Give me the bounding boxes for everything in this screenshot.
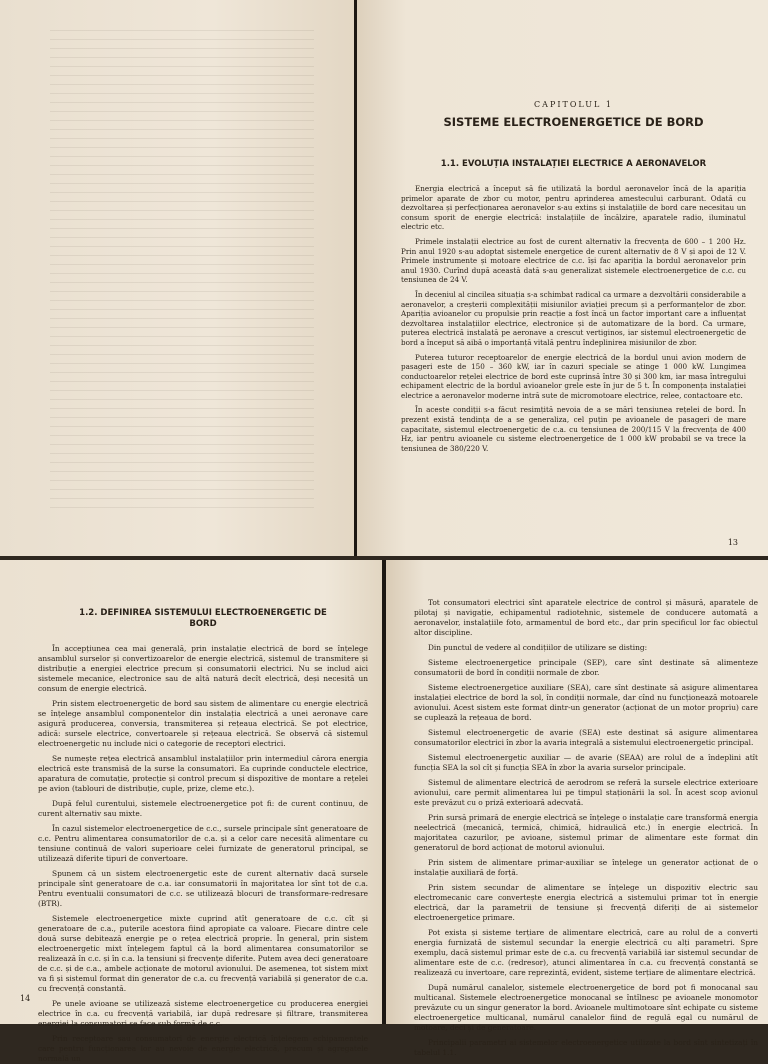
paragraph: Prin receptoare sau consumatori de energie electrică înțelegem echipamentele care pentru funcționarea lor au nevoie de energie electrică, precum și agregatele normală un bbox=[38, 1034, 368, 1063]
paragraph: Prin sursă primară de energie electrică se înțelege o instalație care transformă energia neelectrică (mecanică, termică, chimică, hidraulică etc.) în energie electrică. În majoritatea cazurilor, pe avioane, sistemul primar de alimentare este format din generatorul de bord acționat de motorul avionului. bbox=[414, 813, 758, 852]
paragraph: Primele instalații electrice au fost de curent alternativ la frecvența de 600 – 1 200 Hz. Prin anul 1920 s-au adoptat sistemele energetice de curent alternativ de 8 V și apoi de 12 V. Primele instrumente și motoare electrice de c.c. își fac apariția la bordul aeronavelor prin anul 1930. Curînd după această dată s-au generalizat sistemele electroenergetice de c.c. cu tensiunea de 24 V. bbox=[401, 236, 746, 285]
paragraph: În accepțiunea cea mai generală, prin instalație electrică de bord se înțelege ansamblul surselor și convertizoarelor de energie electrică, sistemul de transmitere și distribuție a energiei electrice precum și consumatorii electrici. Nu se includ aici sistemele mecanice, electronice sau de altă natură decît electrică, deși necesită un consum de energie electrică. bbox=[38, 644, 368, 693]
paragraph: Sisteme electroenergetice auxiliare (SEA), care sînt destinate să asigure alimentarea instalației electrice de bord la sol, în condiții normale, dar cînd nu funcționează motoarele avionului. Acest sistem este format dintr-un generator (acționat de un motor propriu) care se cuplează la rețeaua de bord. bbox=[414, 683, 758, 722]
paragraph: Sistemele electroenergetice mixte cuprind atît generatoare de c.c. cît și generatoare de c.a., puterile acestora fiind apropiate ca valoare. Fiecare dintre cele două surse debitează energie pe o rețea electrică proprie. În general, prin sistem electroenergetic mixt înțelegem faptul că la bord alimentarea consumatorilor se realizează în c.c. și în c.a. la tensiuni și frecvențe diferite. Putem avea deci generatoare de c.c. și de c.a., ambele acționate de motorul avionului. De asemenea, tot sistem mixt va fi și sistemul format din generator de c.a. cu frecvență variabilă și generator de c.a. cu frecvență constantă. bbox=[38, 914, 368, 993]
page-15 bbox=[386, 560, 768, 1057]
paragraph: Pot exista și sisteme terțiare de alimentare electrică, care au rolul de a converti energia furnizată de sistemul secundar la energie electrică cu alți parametri. Spre exemplu, dacă sistemul primar este de c.a. cu frecvență variabilă iar sistemul secundar de alimentare este de c.c. (redresor), atunci alimentarea în c.a. cu frecvență constantă se realizează cu invertoare, care reprezintă, evident, sisteme terțiare de alimentare electrică. bbox=[414, 928, 758, 977]
section-title-1-1: 1.1. EVOLUȚIA INSTALAȚIEI ELECTRICE A AERONAVELOR bbox=[440, 159, 707, 169]
paragraph: În aceste condiții s-a făcut resimțită nevoia de a se mări tensiunea rețelei de bord. În prezent există tendința de a se generaliza, cel puțin pe avioanele de pasageri de mare capacitate, sistemul electroenergetic de c.a. cu tensiunea de 200/115 V la frecvența de 400 Hz, iar pentru avioanele cu sisteme electroenergetice de 1 000 kW probabil se va trece la tensiunea de 380/220 V. bbox=[401, 405, 746, 453]
page-14 bbox=[0, 560, 382, 1063]
paragraph: După felul curentului, sistemele electroenergetice pot fi: de curent continuu, de curent alternativ sau mixte. bbox=[38, 799, 368, 818]
section-title-1-2: 1.2. DEFINIREA SISTEMULUI ELECTROENERGETIC DE BORD bbox=[79, 608, 327, 629]
paragraph: Tot consumatori electrici sînt aparatele electrice de control și măsură, aparatele de pilotaj și navigație, echipamentul radiotehnic, sistemele de conducere automată a aeronavelor, instalațiile foto, armamentul de bord etc., dar prin specificul lor fac obiectul altor discipline. bbox=[414, 598, 758, 637]
paragraph: Sistemul electroenergetic de avarie (SEA) este destinat să asigure alimentarea consumatorilor electrici în zbor la avaria integrală a sistemului electroenergetic principal. bbox=[414, 728, 758, 747]
page-13 bbox=[357, 0, 768, 556]
paragraph: Principalii parametri ai sistemelor electroenergetice utilizate la bord sînt sintetizați în tabelul 1.1. bbox=[414, 1038, 758, 1057]
paragraph: Pe unele avioane se utilizează sisteme electroenergetice cu producerea energiei electrice în c.a. cu frecvență variabilă, iar după redresare și filtrare, transmiterea energiei la consumatori se face sub formă de c.c. bbox=[38, 999, 368, 1028]
paragraph: Prin sistem secundar de alimentare se înțelege un dispozitiv electric sau electromecanic care convertește energia electrică a sistemului primar tot în energie electrică, dar la parametrii de tensiune și frecvență diferiți de ai sistemelor electroenergetice primare. bbox=[414, 883, 758, 922]
paragraph: Puterea tuturor receptoarelor de energie electrică de la bordul unui avion modern de pasageri este de 150 – 360 kW, iar în cazuri speciale se atinge 1 000 kW. Lungimea conductoarelor rețelei electrice de bord este cuprinsă între 30 și 300 km, iar masa întregului echipament electric de la bordul avioanelor grele este în jur de 5 t. În componența instalației electrice a aeronavelor moderne intră sute de micromotoare electrice, relee, contactoare etc. bbox=[401, 352, 746, 400]
blank-left-page bbox=[0, 0, 354, 556]
paragraph: Din punctul de vedere al condițiilor de utilizare se disting: bbox=[428, 643, 648, 652]
page-number: 14 bbox=[20, 994, 31, 1003]
chapter-title: SISTEME ELECTROENERGETICE DE BORD bbox=[443, 115, 704, 129]
paragraph: Energia electrică a început să fie utilizată la bordul aeronavelor încă de la apariția primelor aparate de zbor cu motor, pentru aprinderea amestecului carburant. Odată cu dezvoltarea și perfecționarea aeronavelor s-au extins și instalațiile de bord care necesitau un consum sporit de energie electrică: instalațiile de încălzire, aparatele radio, iluminatul electric etc. bbox=[401, 184, 746, 232]
paragraph: Spunem că un sistem electroenergetic este de curent alternativ dacă sursele principale sînt generatoare de c.a. iar consumatorii în majoritatea lor sînt tot de c.a. Pentru eventualii consumatori de c.c. se utilizează blocuri de transformare-redresare (BTR). bbox=[38, 869, 368, 908]
chapter-label: CAPITOLUL 1 bbox=[534, 100, 613, 109]
paragraph: Se numește rețea electrică ansamblul instalațiilor prin intermediul cărora energia electrică este transmisă de la surse la consumatori. Ea cuprinde conductele electrice, aparatura de comutație, protecție și control precum și dispozitive de montare a rețelei pe avion (tablouri de distribuție, cuple, prize, cleme etc.). bbox=[38, 754, 368, 793]
paragraph: Sistemul electroenergetic auxiliar — de avarie (SEAA) are rolul de a îndeplini atît funcția SEA la sol cît și funcția SEA în zbor la avaria surselor principale. bbox=[414, 753, 758, 772]
paragraph: Sisteme electroenergetice principale (SEP), care sînt destinate să alimenteze consumatorii de bord în condiții normale de zbor. bbox=[414, 658, 758, 677]
paragraph: În deceniul al cincilea situația s-a schimbat radical ca urmare a dezvoltării considerabile a aeronavelor, a creșterii complexității misiunilor aviației precum și a performanțelor de zbor. Apariția avioanelor cu propulsie prin reacție a fost încă un factor important care a influențat dezvoltarea instalațiilor electrice, electronice și de automatizare de la bord. Ca urmare, puterea electrică instalată pe aeronave a crescut vertiginos, iar sistemul electroenergetic de bord a început să aibă o importanță vitală pentru îndeplinirea misiunilor de zbor. bbox=[401, 289, 746, 347]
page-number: 13 bbox=[727, 538, 738, 547]
paragraph: După numărul canalelor, sistemele electroenergetice de bord pot fi monocanal sau multicanal. Sistemele electroenergetice monocanal se întîlnesc pe avioanele monomotor prevăzute cu un singur generator la bord. Avioanele multimotoare sînt echipate cu sisteme electroenergetice multicanal, numărul canalelor fiind de regulă egal cu numărul de motoare, deci și de generatoare. bbox=[414, 983, 758, 1032]
paragraph: Prin sistem de alimentare primar-auxiliar se înțelege un generator acționat de o instalație auxiliară de forță. bbox=[414, 858, 758, 877]
paragraph: În cazul sistemelor electroenergetice de c.c., sursele principale sînt generatoare de c.c. Pentru alimentarea consumatorilor de c.a. și a celor care necesită alimentare cu tensiune continuă de valori superioare celei furnizate de generatorul principal, se utilizează diferite tipuri de convertoare. bbox=[38, 824, 368, 863]
paragraph: Prin sistem electroenergetic de bord sau sistem de alimentare cu energie electrică se înțelege ansamblul componentelor din instalația electrică a unei aeronave care asigură producerea, conversia, transmiterea și rețeaua electrică. Se pot electrice, adică: sursele electrice, convertoarele și rețeaua electrică. Se observă că sistemul electroenergetic nu include nici o categorie de receptori electrici. bbox=[38, 699, 368, 748]
paragraph: Sistemul de alimentare electrică de aerodrom se referă la sursele electrice exterioare avionului, care permit alimentarea lui pe timpul staționării la sol. În acest scop avionul este prevăzut cu o priză exterioară adecvată. bbox=[414, 778, 758, 807]
bleed-through-text bbox=[50, 30, 314, 516]
